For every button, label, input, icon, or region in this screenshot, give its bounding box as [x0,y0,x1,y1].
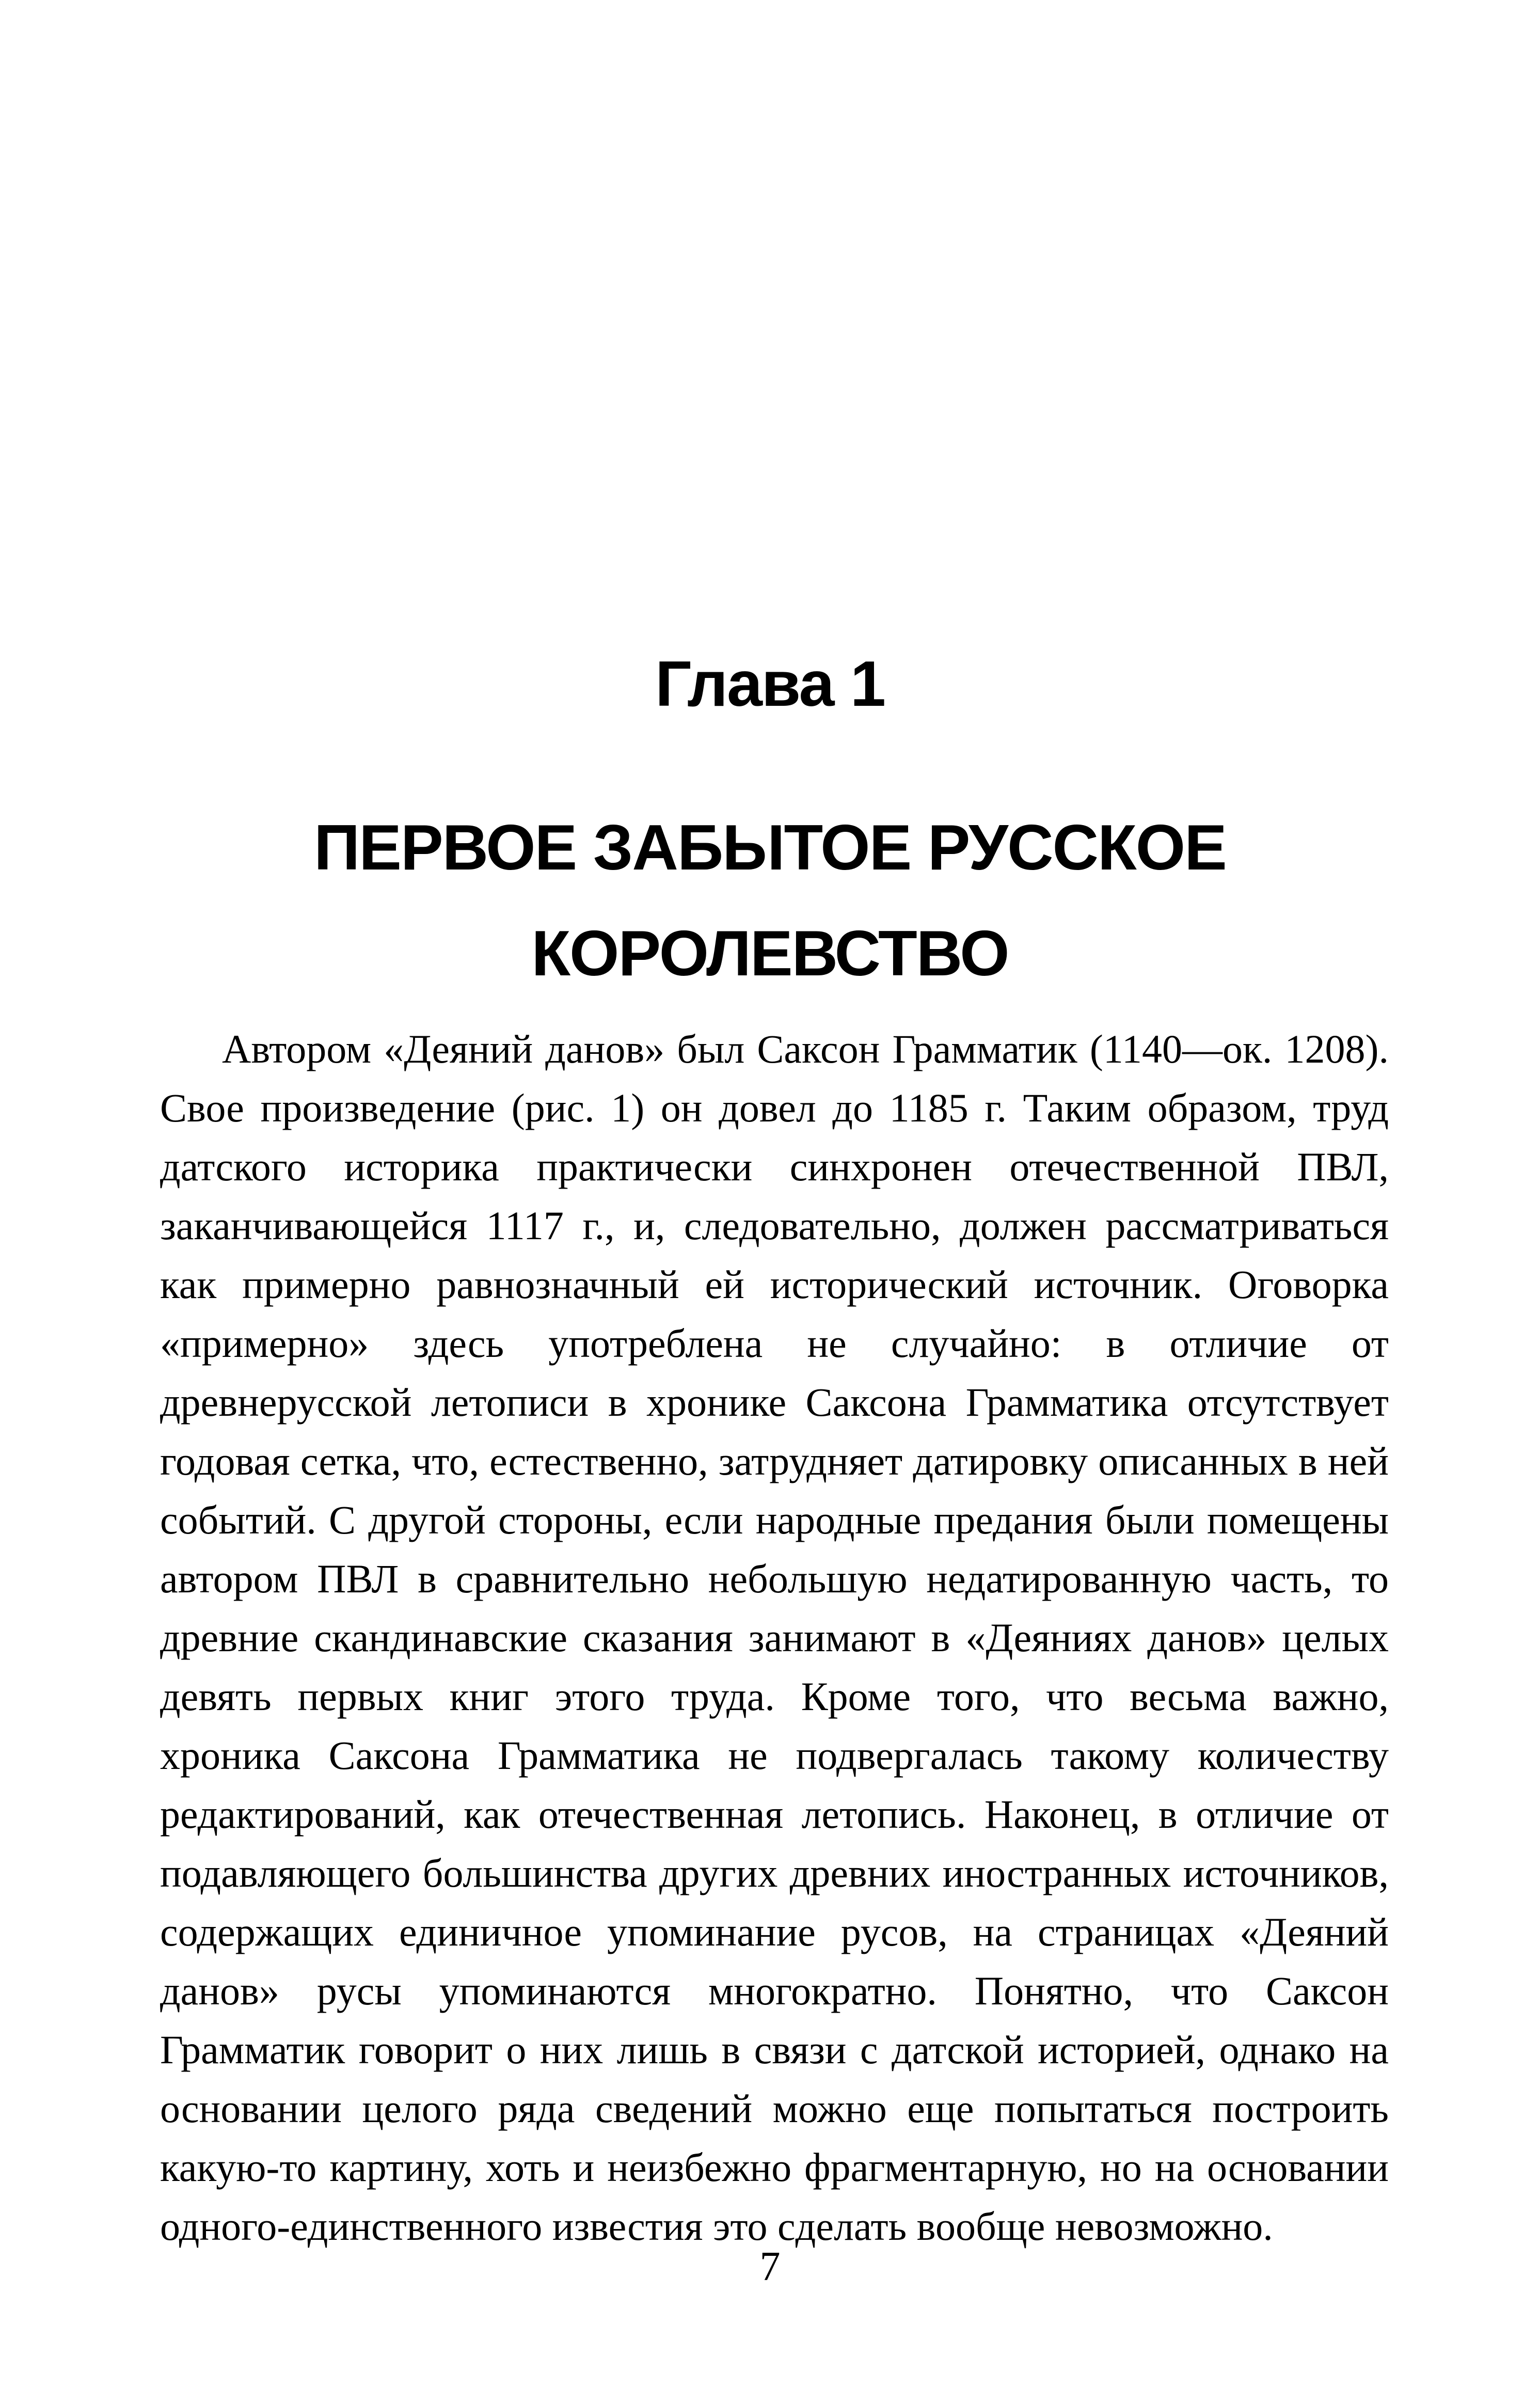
chapter-label: Глава 1 [655,649,885,720]
page-number: 7 [759,2244,781,2289]
chapter-title-line-1: ПЕРВОЕ ЗАБЫТОЕ РУССКОЕ [314,812,1226,883]
chapter-title [0,795,1540,1007]
chapter-title-line-2: КОРОЛЕВСТВО [531,918,1009,989]
body-paragraph: Автором «Деяний данов» был Саксон Грамматик (1140—ок. 1208). Свое произведение (рис. 1) он довел до 1185 г. Таким образом, труд датского историка практически синхронен отечественной ПВЛ, заканчивающейся 1117 г., и, следовательно, должен рассматриваться как примерно равнозначный ей исторический источник. Оговорка «примерно» здесь употреблена не случайно: в отличие от древнерусской летописи в хронике Саксона Грамматика отсутствует годовая сетка, что, естественно, затрудняет датировку описанных в ней событий. С другой стороны, если народные предания были помещены автором ПВЛ в сравнительно небольшую недатированную часть, то древние скандинавские сказания занимают в «Деяниях данов» целых девять первых книг этого труда. Кроме того, что весьма важно, хроника Саксона Грамматика не подвергалась такому количеству редактирований, как отечественная летопись. Наконец, в отличие от подавляющего большинства других древних иностранных источников, содержащих единичное упоминание русов, на страницах «Деяний данов» русы упоминаются многократно. Понятно, что Саксон Грамматик говорит о них лишь в связи с датской историей, однако на основании целого ряда сведений можно еще попытаться построить какую-то картину, хоть и неизбежно фрагментарную, но на основании одного-единственного известия это сделать вообще невозможно. [160,1026,1389,2249]
